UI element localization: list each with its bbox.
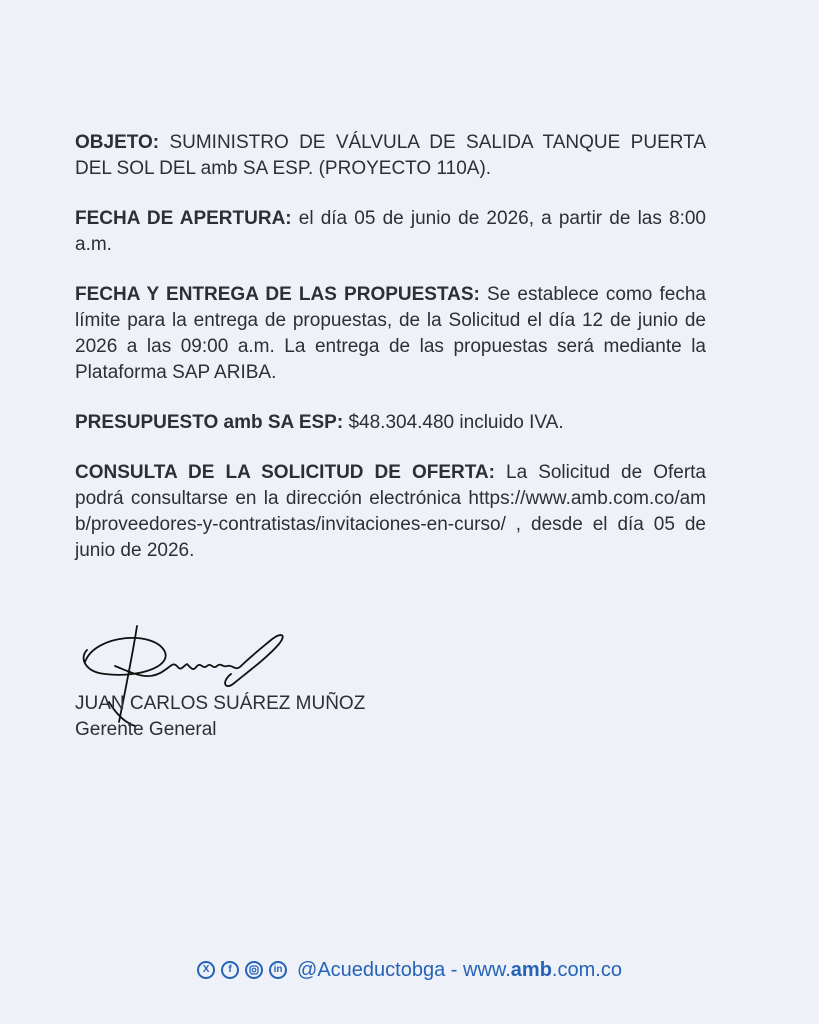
apertura-text: el día 05 de junio de 2026, a partir de las 8:00 a.m.	[75, 208, 706, 255]
footer-site-bold[interactable]: amb	[510, 958, 552, 981]
footer	[0, 952, 819, 988]
presupuesto-paragraph	[75, 410, 706, 436]
instagram-glyph	[249, 965, 259, 975]
signer-title: Gerente General	[75, 719, 217, 740]
apertura-label: FECHA DE APERTURA:	[75, 208, 292, 229]
instagram-icon[interactable]	[245, 961, 263, 979]
document-body	[75, 130, 706, 588]
signer-name: JUAN CARLOS SUÁREZ MUÑOZ	[75, 693, 366, 714]
consulta-paragraph	[75, 460, 706, 564]
footer-separator: -	[445, 958, 463, 981]
presupuesto-label: PRESUPUESTO amb SA ESP:	[75, 412, 344, 433]
consulta-text-after: , desde el día 05 de junio de 2026.	[75, 514, 706, 561]
objeto-text: SUMINISTRO DE VÁLVULA DE SALIDA TANQUE PUERTA DEL SOL DEL amb SA ESP. (PROYECTO 110A).	[75, 132, 706, 179]
consulta-label: CONSULTA DE LA SOLICITUD DE OFERTA:	[75, 462, 495, 483]
footer-site-suffix[interactable]: .com.co	[551, 958, 622, 981]
entrega-label: FECHA Y ENTREGA DE LAS PROPUESTAS:	[75, 284, 480, 305]
facebook-icon[interactable]: f	[221, 961, 239, 979]
entrega-paragraph	[75, 282, 706, 386]
linkedin-icon[interactable]: in	[269, 961, 287, 979]
consulta-text-before: La Solicitud de Oferta podrá consultarse en la dirección electrónica	[75, 462, 706, 509]
consulta-url-link[interactable]: https://www.amb.com.co/amb/proveedores-y-contratistas/invitaciones-en-curso/	[75, 488, 706, 535]
x-icon[interactable]: X	[197, 961, 215, 979]
footer-site-prefix[interactable]: www.	[463, 958, 511, 981]
objeto-paragraph	[75, 130, 706, 182]
footer-contact	[297, 959, 622, 982]
entrega-text: Se establece como fecha límite para la entrega de propuestas, de la Solicitud el día 12 de junio de 2026 a las 09:00 a.m. La entrega de las propuestas será mediante la Plataforma SAP ARIBA.	[75, 284, 706, 383]
objeto-label: OBJETO:	[75, 132, 160, 153]
apertura-paragraph	[75, 206, 706, 258]
signature-block	[75, 622, 435, 752]
footer-handle[interactable]: @Acueductobga	[297, 958, 446, 981]
presupuesto-text: $48.304.480 incluido IVA.	[343, 412, 564, 433]
